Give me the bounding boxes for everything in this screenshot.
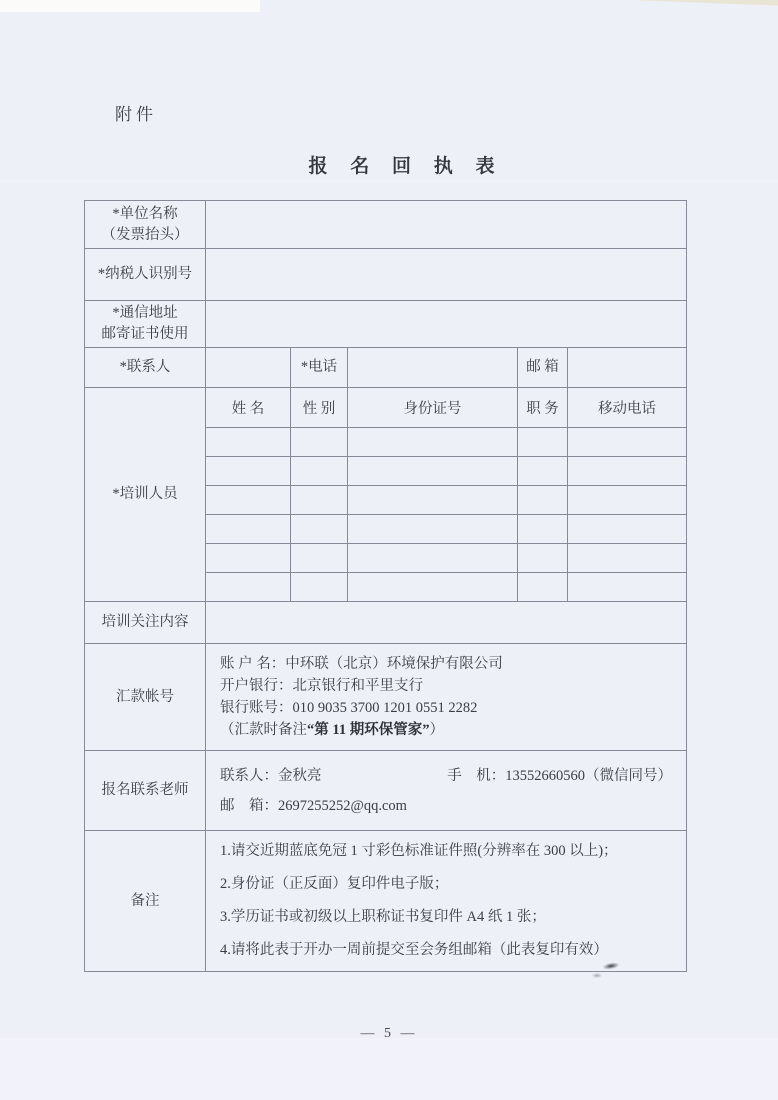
page-number: — 5 — — [360, 1026, 418, 1041]
registration-form-table — [84, 200, 687, 972]
trainee-col-position: 职 务 — [518, 388, 568, 428]
trainee-col-name: 姓 名 — [206, 388, 291, 428]
contact-email-label: 邮 箱 — [518, 348, 568, 388]
remark-item-1: 1.请交近期蓝底免冠 1 寸彩色标准证件照(分辨率在 300 以上)； — [220, 843, 618, 859]
unit-name-value-cell — [206, 201, 687, 249]
registration-contact-email: 邮 箱：2697255252@qq.com — [220, 797, 407, 814]
registration-contact-details — [206, 751, 687, 831]
trainee-col-id-number: 身份证号 — [348, 388, 518, 428]
remittance-details — [206, 644, 687, 751]
attachment-label: 附件 — [115, 105, 157, 124]
remark-item-3: 3.学历证书或初级以上职称证书复印件 A4 纸 1 张； — [220, 909, 546, 925]
unit-name-label-line1: *单位名称 — [112, 205, 178, 222]
page-title: 报 名 回 执 表 — [308, 156, 504, 177]
scan-corner-artifact — [0, 0, 260, 12]
scan-band — [0, 180, 778, 183]
remittance-account-number: 银行账号：010 9035 3700 1201 0551 2282 — [220, 700, 478, 716]
mailing-address-label-line2: 邮寄证书使用 — [101, 326, 189, 342]
remarks-label: 备注 — [85, 831, 206, 972]
trainee-col-gender: 性 别 — [291, 388, 348, 428]
contact-name-cell — [206, 348, 291, 388]
mailing-address-label — [85, 301, 206, 348]
remark-item-2: 2.身份证（正反面）复印件电子版； — [220, 876, 449, 892]
scan-band — [0, 1038, 778, 1100]
trainee-col-mobile: 移动电话 — [568, 388, 687, 428]
mailing-address-value-cell — [206, 301, 687, 348]
remittance-account-name: 账 户 名：中环联（北京）环境保护有限公司 — [220, 656, 503, 672]
row-unit-name — [85, 201, 687, 249]
remittance-note-prefix: （汇款时备注 — [220, 722, 307, 738]
registration-contact-label: 报名联系老师 — [85, 751, 206, 831]
registration-contact-line1 — [220, 761, 680, 791]
unit-name-label-line2: （发票抬头） — [101, 226, 189, 243]
contact-label: *联系人 — [85, 348, 206, 388]
mailing-address-label-line1: *通信地址 — [112, 305, 178, 321]
registration-contact-name: 联系人：金秋亮 — [220, 767, 322, 784]
row-registration-contact — [85, 751, 687, 831]
registration-contact-mobile: 手 机：13552660560（微信同号） — [447, 767, 673, 784]
row-taxpayer-id — [85, 249, 687, 301]
taxpayer-id-label: *纳税人识别号 — [85, 249, 206, 301]
taxpayer-id-value-cell — [206, 249, 687, 301]
remittance-label: 汇款帐号 — [85, 644, 206, 751]
training-focus-value-cell — [206, 602, 687, 644]
remark-item-4: 4.请将此表于开办一周前提交至会务组邮箱（此表复印有效） — [220, 942, 608, 958]
row-contact — [85, 348, 687, 388]
training-focus-label: 培训关注内容 — [85, 602, 206, 644]
remarks-details — [206, 831, 687, 972]
row-mailing-address — [85, 301, 687, 348]
remittance-note — [220, 719, 680, 741]
contact-email-cell — [568, 348, 687, 388]
contact-phone-label: *电话 — [291, 348, 348, 388]
row-training-focus — [85, 602, 687, 644]
remittance-bank: 开户银行：北京银行和平里支行 — [220, 678, 423, 694]
trainees-label: *培训人员 — [85, 388, 206, 602]
remittance-note-suffix: ） — [429, 722, 444, 738]
remittance-note-bold: “第 11 期环保管家” — [307, 722, 430, 738]
contact-phone-cell — [348, 348, 518, 388]
row-remarks — [85, 831, 687, 972]
row-remittance — [85, 644, 687, 751]
scan-smudge — [592, 973, 602, 978]
unit-name-label — [85, 201, 206, 249]
trainee-table-header-row — [85, 388, 687, 428]
